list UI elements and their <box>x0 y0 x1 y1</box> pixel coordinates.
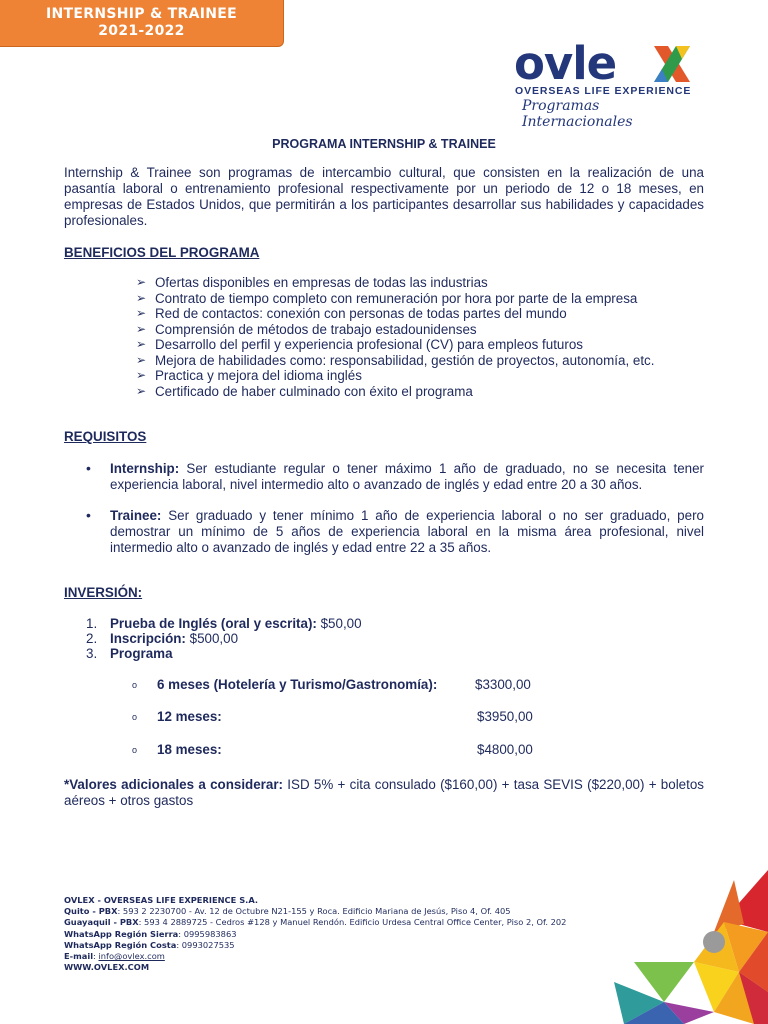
arrow-bullet-icon: ➢ <box>136 306 147 320</box>
program-18-months-price: $4800,00 <box>477 742 533 757</box>
circle-bullet-icon: o <box>132 712 138 722</box>
program-12-months-label: 12 meses: <box>157 709 222 724</box>
benefits-list <box>136 275 654 399</box>
arrow-bullet-icon: ➢ <box>136 352 147 367</box>
footer-quito: Quito - PBX: 593 2 2230700 - Av. 12 de Octubre N21-155 y Roca. Edificio Mariana de Jesús, Piso 4, Of. 405 <box>64 906 511 917</box>
list-item: ➢ Certificado de haber culminado con éxito el programa <box>136 383 473 399</box>
arrow-bullet-icon: ➢ <box>136 321 147 336</box>
list-item: ➢ Desarrollo del perfil y experiencia profesional (CV) para empleos futuros <box>136 337 583 352</box>
footer-guayaquil: Guayaquil - PBX: 593 4 2889725 - Cedros #128 y Manuel Rendón. Edificio Urdesa Central Office Center, Piso 2, Of. 202 <box>64 917 567 928</box>
logo-x-icon <box>652 44 692 84</box>
list-item: ➢ Ofertas disponibles en empresas de todas las industrias <box>136 275 488 290</box>
investment-heading: INVERSIÓN: <box>64 585 143 600</box>
program-6-months-label: 6 meses (Hotelería y Turismo/Gastronomía): <box>157 677 438 692</box>
footer-company: OVLEX - OVERSEAS LIFE EXPERIENCE S.A. <box>64 895 259 905</box>
investment-item-registration: 2. Inscripción: $500,00 <box>86 631 239 646</box>
badge-line-2: 2021-2022 <box>98 23 185 39</box>
badge-line-1: INTERNSHIP & TRAINEE <box>46 6 237 22</box>
program-6-months-price: $3300,00 <box>475 677 531 692</box>
list-item: ➢ Red de contactos: conexión con personas de todas partes del mundo <box>136 306 567 321</box>
arrow-bullet-icon: ➢ <box>136 337 147 351</box>
investment-item-program: 3. Programa <box>86 646 173 661</box>
footer-whatsapp-sierra: WhatsApp Región Sierra: 0995983863 <box>64 928 237 939</box>
arrow-bullet-icon: ➢ <box>136 383 147 398</box>
program-12-months-price: $3950,00 <box>477 709 533 724</box>
list-item: ➢ Contrato de tiempo completo con remuneración por hora por parte de la empresa <box>136 290 638 306</box>
investment-item-english-test: 1. Prueba de Inglés (oral y escrita): $50,00 <box>86 616 362 631</box>
bullet-dot-icon: • <box>86 507 91 523</box>
footer-whatsapp-costa: WhatsApp Región Costa: 0993027535 <box>64 939 235 950</box>
footer-contact <box>64 895 566 973</box>
header-badge <box>0 0 284 47</box>
bullet-dot-icon: • <box>86 460 91 476</box>
arrow-bullet-icon: ➢ <box>136 275 147 289</box>
logo-subtitle: OVERSEAS LIFE EXPERIENCE <box>515 85 692 97</box>
circle-bullet-icon: o <box>132 745 138 755</box>
email-link[interactable]: info@ovlex.com <box>98 951 165 962</box>
requirement-internship: Internship: Ser estudiante regular o tener máximo 1 año de graduado, no se necesita tener experiencia laboral, nivel intermedio alto o avanzado de inglés y edad entre 20 a 30 años. <box>110 461 704 492</box>
intro-paragraph: Internship & Trainee son programas de intercambio cultural, que consisten en la realización de una pasantía laboral o entrenamiento profesional respectivamente por un periodo de 12 o 18 meses, en empresas de Estados Unidos, que permitirán a los participantes desarrollar sus habilidades y capacidades profesionales. <box>64 165 704 228</box>
arrow-bullet-icon: ➢ <box>136 368 147 382</box>
additional-costs: *Valores adicionales a considerar: ISD 5% + cita consulado ($160,00) + tasa SEVIS ($220,00) + boletos aéreos + otros gastos <box>64 777 704 808</box>
benefits-heading: BENEFICIOS DEL PROGRAMA <box>64 245 260 260</box>
list-item: ➢ Comprensión de métodos de trabajo estadounidenses <box>136 321 477 337</box>
ovlex-logo <box>512 37 702 130</box>
requirements-heading: REQUISITOS <box>64 429 147 444</box>
list-item: ➢ Practica y mejora del idioma inglés <box>136 368 362 383</box>
list-item: ➢ Mejora de habilidades como: responsabilidad, gestión de proyectos, autonomía, etc. <box>136 352 655 368</box>
circle-bullet-icon: o <box>132 680 138 690</box>
logo-script: Programas Internacionales <box>522 98 633 130</box>
requirement-trainee: Trainee: Ser graduado y tener mínimo 1 año de experiencia laboral o no ser graduado, pero demostrar un mínimo de 5 años de experiencia laboral en la misma área profesional, nivel intermedio alto o avanzado de inglés y edad entre 22 a 35 años. <box>110 508 704 555</box>
decorative-corner-graphic <box>614 862 768 1024</box>
footer-website[interactable]: WWW.OVLEX.COM <box>64 962 150 973</box>
arrow-bullet-icon: ➢ <box>136 290 147 305</box>
page-title: PROGRAMA INTERNSHIP & TRAINEE <box>272 137 496 151</box>
logo-wordmark: ovle <box>514 37 617 90</box>
program-18-months-label: 18 meses: <box>157 742 222 757</box>
footer-email: E-mail: info@ovlex.com <box>64 951 165 962</box>
